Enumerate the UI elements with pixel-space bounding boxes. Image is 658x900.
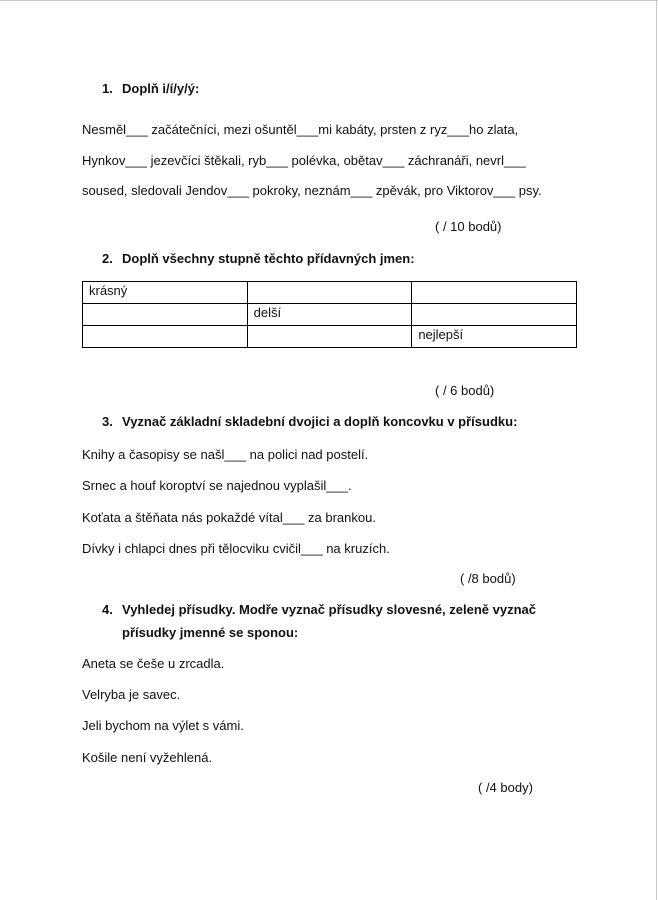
section-1-line-3: soused, sledovali Jendov___ pokroky, neznám___ zpěvák, pro Viktorov___ psy.	[82, 183, 542, 198]
section-1-number: 1.	[102, 81, 113, 96]
adjective-degrees-table	[82, 281, 577, 348]
section-2-title: Doplň všechny stupně těchto přídavných jmen:	[122, 251, 415, 266]
section-4-line-2: Velryba je savec.	[82, 687, 181, 702]
section-1-line-1: Nesměl___ začátečníci, mezi ošuntěl___mi kabáty, prsten z ryz___ho zlata,	[82, 122, 519, 137]
section-4-title-line-2: přísudky jmenné se sponou:	[122, 625, 299, 640]
section-3-line-2: Srnec a houf koroptví se najednou vyplašil___.	[82, 478, 352, 493]
table-cell[interactable]: krásný	[83, 282, 248, 304]
page-edge-right	[656, 0, 657, 900]
table-row	[83, 282, 577, 304]
section-1-title: Doplň i/í/y/ý:	[122, 81, 200, 96]
table-row	[83, 326, 577, 348]
section-1-score: ( / 10 bodů)	[435, 219, 502, 234]
section-4-score: ( /4 body)	[478, 780, 533, 795]
section-4-line-3: Jeli bychom na výlet s vámi.	[82, 718, 244, 733]
table-cell[interactable]: nejlepší	[412, 326, 577, 348]
section-3-line-4: Dívky i chlapci dnes při tělocviku cvičil___ na kruzích.	[82, 541, 390, 556]
section-1-line-2: Hynkov___ jezevčíci štěkali, ryb___ polévka, obětav___ záchranáři, nevrl___	[82, 153, 526, 168]
section-4-line-1: Aneta se češe u zrcadla.	[82, 656, 225, 671]
section-2-number: 2.	[102, 251, 113, 266]
section-2-score: ( / 6 bodů)	[435, 383, 495, 398]
section-4-heading	[102, 602, 536, 617]
section-4-title-line-1: Vyhledej přísudky. Modře vyznač přísudky slovesné, zeleně vyznač	[122, 602, 537, 617]
section-4-number: 4.	[102, 602, 113, 617]
table-cell[interactable]	[247, 326, 412, 348]
table-cell[interactable]	[247, 282, 412, 304]
table-cell[interactable]: delší	[247, 304, 412, 326]
page-edge-top	[0, 0, 658, 1]
section-4-line-4: Košile není vyžehlená.	[82, 750, 213, 765]
section-1-heading	[102, 81, 199, 96]
table-cell[interactable]	[83, 304, 248, 326]
section-3-number: 3.	[102, 414, 113, 429]
table-cell[interactable]	[412, 304, 577, 326]
section-3-line-3: Koťata a štěňata nás pokaždé vítal___ za brankou.	[82, 510, 376, 525]
table-cell[interactable]	[83, 326, 248, 348]
section-3-heading	[102, 414, 517, 429]
table-cell[interactable]	[412, 282, 577, 304]
section-2-heading	[102, 251, 415, 266]
table-row	[83, 304, 577, 326]
section-3-title: Vyznač základní skladební dvojici a doplň koncovku v přísudku:	[122, 414, 518, 429]
section-3-score: ( /8 bodů)	[460, 571, 516, 586]
section-3-line-1: Knihy a časopisy se našl___ na polici nad postelí.	[82, 447, 369, 462]
